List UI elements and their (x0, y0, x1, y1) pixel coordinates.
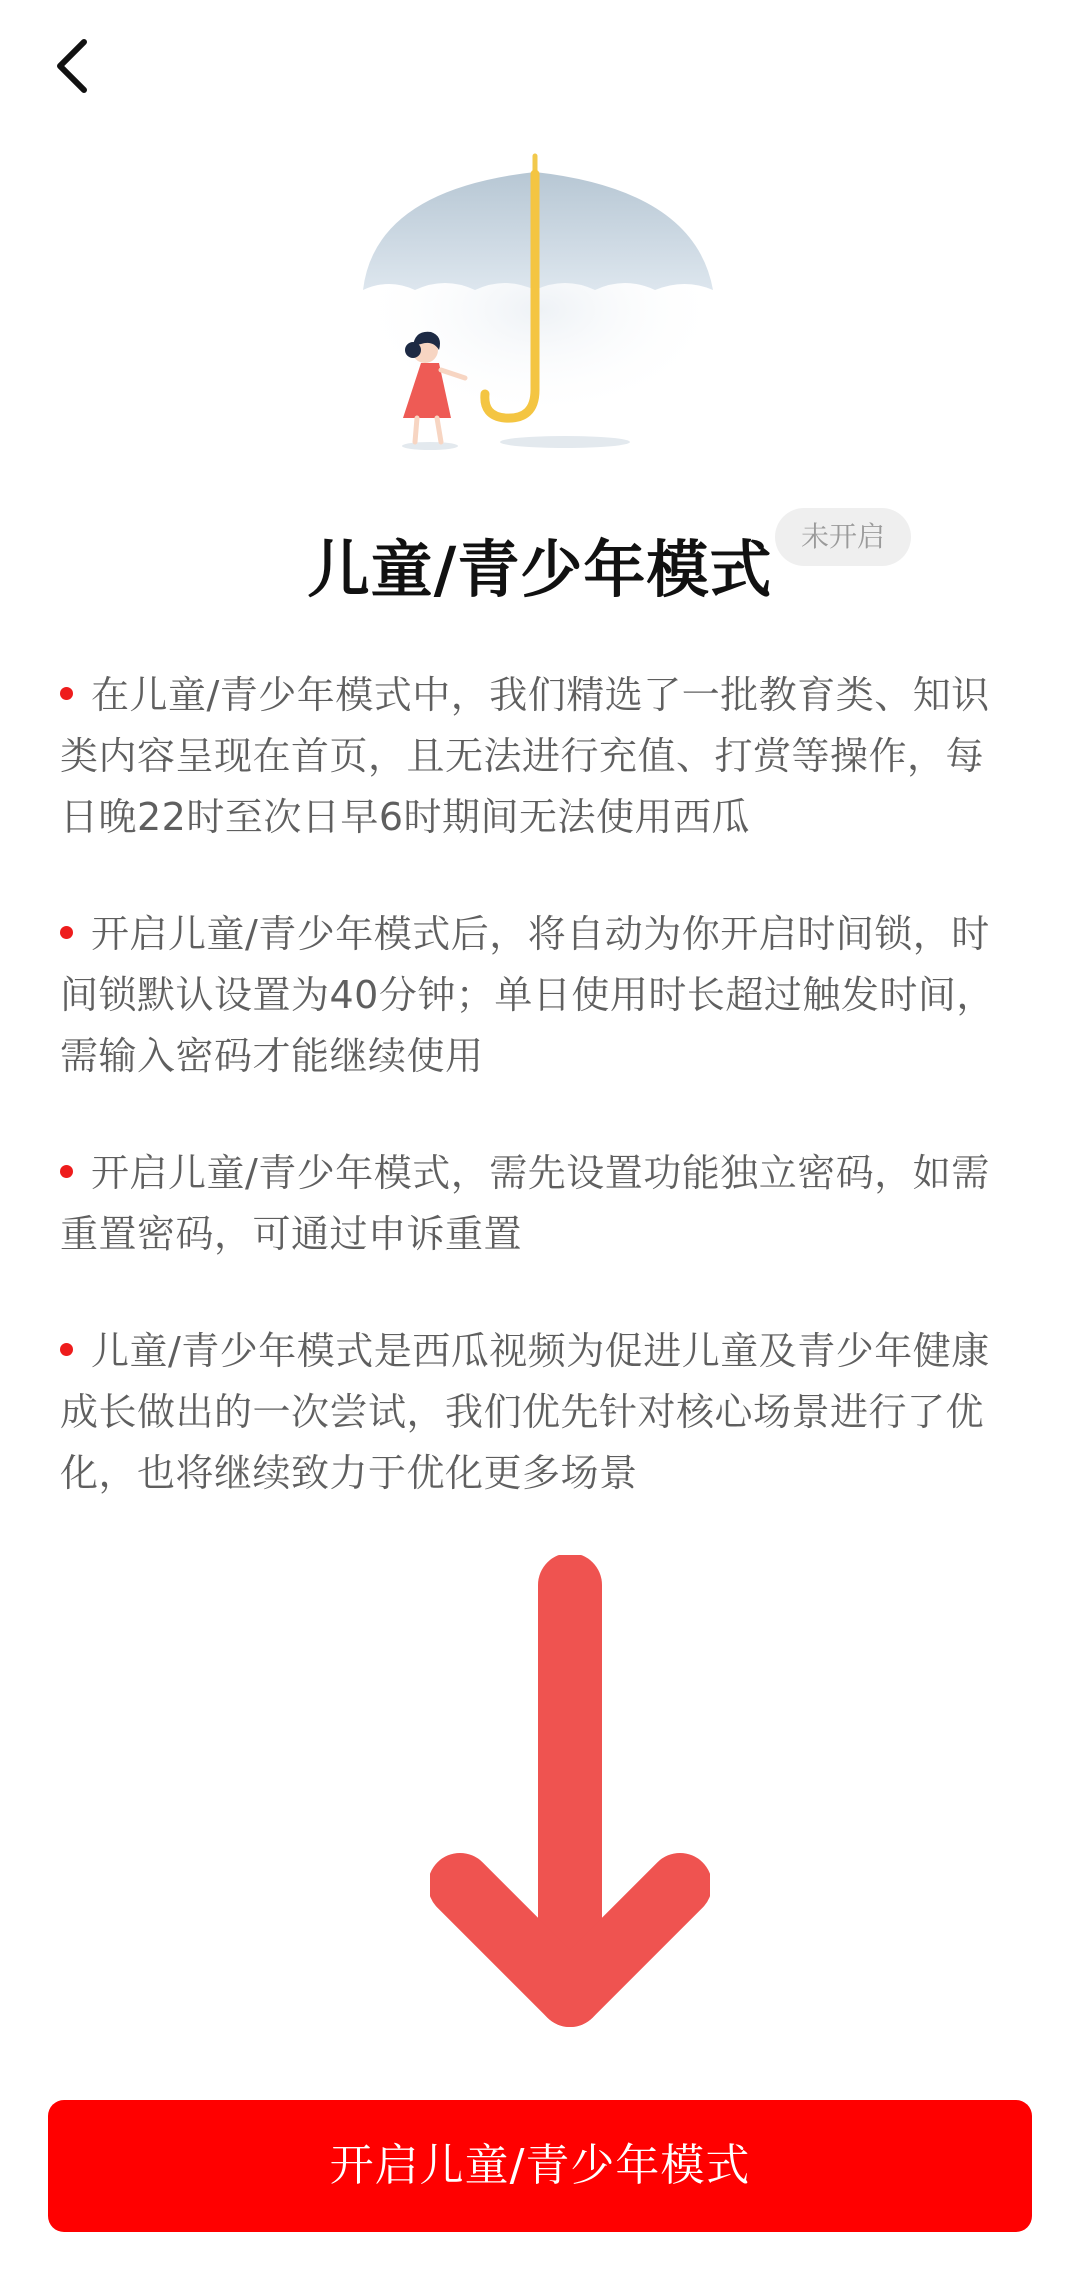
back-button[interactable] (40, 30, 104, 102)
rule-text: 开启儿童/青少年模式，需先设置功能独立密码，如需重置密码，可通过申诉重置 (60, 1151, 990, 1256)
rule-item (60, 1321, 1020, 1504)
child-under-umbrella-illustration (355, 150, 725, 450)
page-title: 儿童/青少年模式 (307, 533, 773, 606)
rules-list (60, 665, 1020, 1560)
arrow-down-icon (430, 1555, 710, 2035)
chevron-left-icon (52, 36, 92, 96)
rule-text: 在儿童/青少年模式中，我们精选了一批教育类、知识类内容呈现在首页，且无法进行充值、打赏等操作，每日晚22时至次日早6时期间无法使用西瓜 (60, 673, 990, 839)
bullet-dot-icon (60, 1343, 73, 1356)
enable-kids-mode-button[interactable]: 开启儿童/青少年模式 (48, 2100, 1032, 2232)
rule-text: 开启儿童/青少年模式后，将自动为你开启时间锁，时间锁默认设置为40分钟；单日使用时长超过触发时间，需输入密码才能继续使用 (60, 912, 995, 1078)
status-badge: 未开启 (775, 508, 911, 566)
rule-item (60, 904, 1020, 1087)
bullet-dot-icon (60, 926, 73, 939)
bullet-dot-icon (60, 1165, 73, 1178)
rule-text: 儿童/青少年模式是西瓜视频为促进儿童及青少年健康成长做出的一次尝试，我们优先针对核心场景进行了优化，也将继续致力于优化更多场景 (60, 1329, 990, 1495)
bullet-dot-icon (60, 687, 73, 700)
rule-item (60, 1143, 1020, 1265)
rule-item (60, 665, 1020, 848)
title-row (0, 490, 1080, 630)
